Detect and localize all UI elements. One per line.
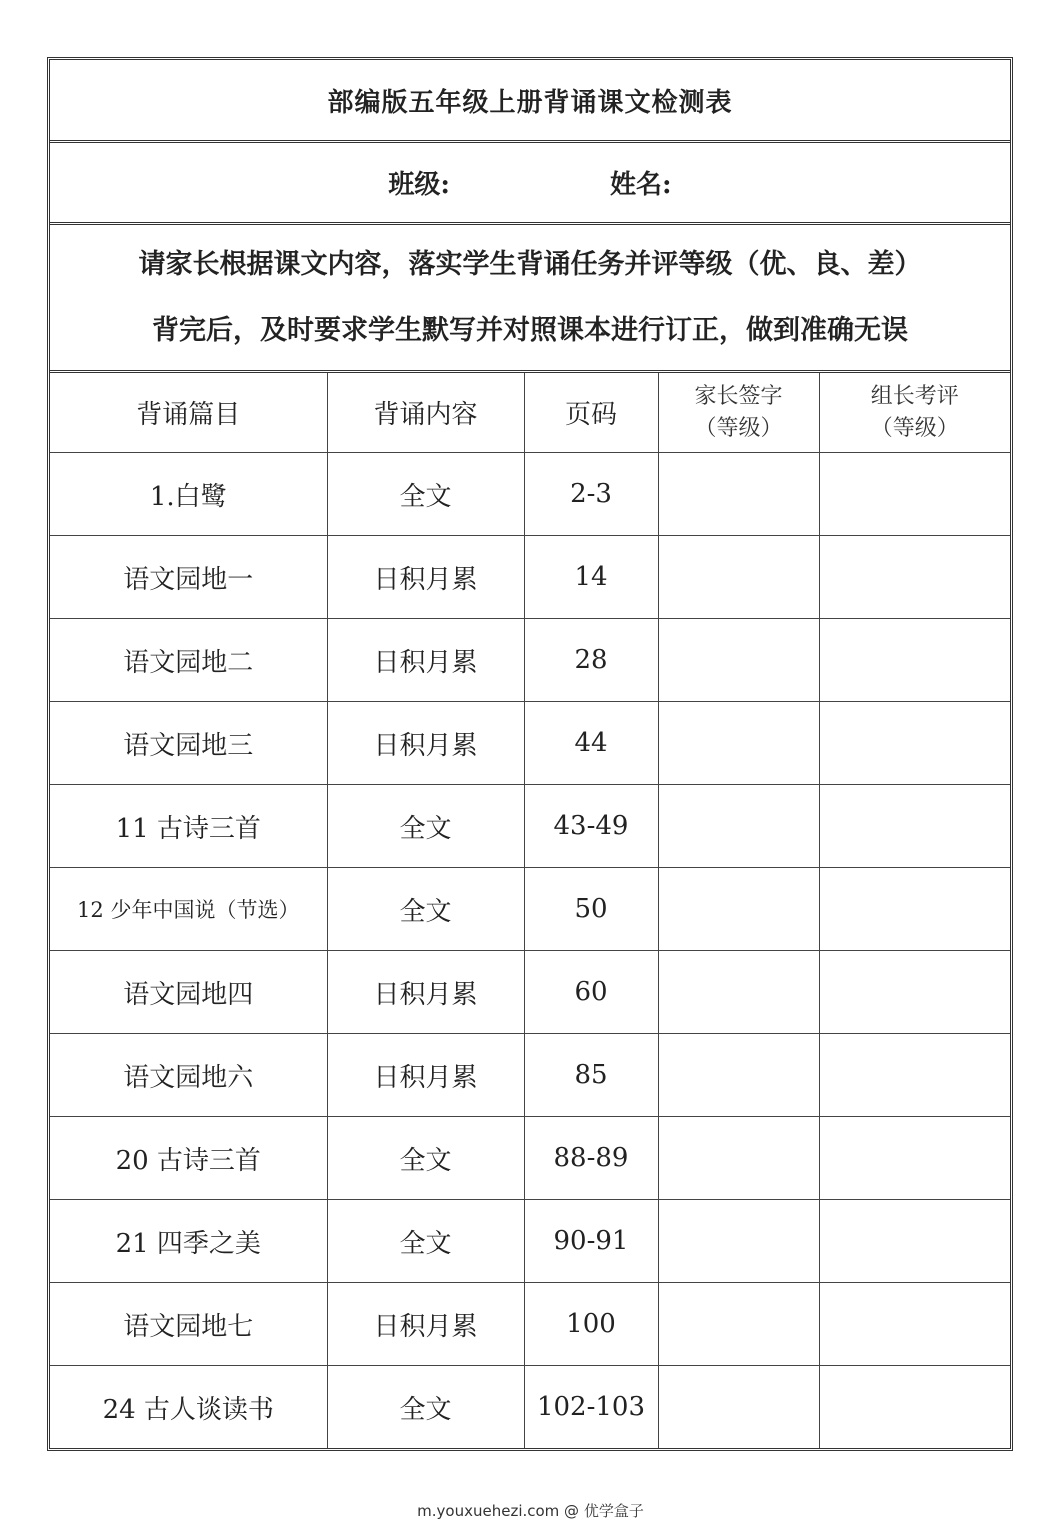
row-content: 全文 bbox=[327, 453, 524, 536]
table-row bbox=[50, 453, 1010, 536]
row-leader-eval-cell[interactable] bbox=[819, 1283, 1010, 1366]
row-page: 44 bbox=[524, 702, 658, 785]
table-row bbox=[50, 1366, 1010, 1449]
row-page: 85 bbox=[524, 1034, 658, 1117]
row-item: 语文园地四 bbox=[50, 951, 327, 1034]
header-parent-sign-label: 家长签字 bbox=[694, 383, 783, 409]
header-content: 背诵内容 bbox=[327, 373, 524, 453]
row-item: 语文园地六 bbox=[50, 1034, 327, 1117]
row-content: 日积月累 bbox=[327, 619, 524, 702]
row-parent-sign-cell[interactable] bbox=[658, 868, 819, 951]
row-leader-eval-cell[interactable] bbox=[819, 536, 1010, 619]
row-content: 全文 bbox=[327, 785, 524, 868]
table-header-row bbox=[50, 373, 1010, 453]
checklist-sheet bbox=[47, 57, 1013, 1451]
row-item: 语文园地二 bbox=[50, 619, 327, 702]
row-page: 43-49 bbox=[524, 785, 658, 868]
row-content: 全文 bbox=[327, 1366, 524, 1449]
row-content: 日积月累 bbox=[327, 1283, 524, 1366]
row-page: 60 bbox=[524, 951, 658, 1034]
row-item: 21 四季之美 bbox=[50, 1200, 327, 1283]
row-item: 语文园地一 bbox=[50, 536, 327, 619]
row-leader-eval-cell[interactable] bbox=[819, 1366, 1010, 1449]
header-parent-sign-sub: （等级） bbox=[694, 415, 783, 441]
table-row bbox=[50, 951, 1010, 1034]
row-leader-eval-cell[interactable] bbox=[819, 1200, 1010, 1283]
table-row bbox=[50, 1117, 1010, 1200]
table-row bbox=[50, 785, 1010, 868]
row-leader-eval-cell[interactable] bbox=[819, 868, 1010, 951]
recitation-table bbox=[50, 373, 1010, 1448]
table-row bbox=[50, 536, 1010, 619]
header-item: 背诵篇目 bbox=[50, 373, 327, 453]
row-item: 12 少年中国说（节选） bbox=[50, 868, 327, 951]
row-page: 14 bbox=[524, 536, 658, 619]
sheet-title-row bbox=[50, 60, 1010, 143]
row-page: 50 bbox=[524, 868, 658, 951]
row-parent-sign-cell[interactable] bbox=[658, 1117, 819, 1200]
table-row bbox=[50, 868, 1010, 951]
row-parent-sign-cell[interactable] bbox=[658, 951, 819, 1034]
row-parent-sign-cell[interactable] bbox=[658, 785, 819, 868]
row-leader-eval-cell[interactable] bbox=[819, 702, 1010, 785]
row-content: 日积月累 bbox=[327, 1034, 524, 1117]
table-row bbox=[50, 619, 1010, 702]
row-parent-sign-cell[interactable] bbox=[658, 1034, 819, 1117]
table-row bbox=[50, 1200, 1010, 1283]
name-label: 姓名: bbox=[610, 170, 672, 200]
row-parent-sign-cell[interactable] bbox=[658, 536, 819, 619]
row-content: 全文 bbox=[327, 1200, 524, 1283]
row-content: 日积月累 bbox=[327, 951, 524, 1034]
row-content: 全文 bbox=[327, 868, 524, 951]
row-parent-sign-cell[interactable] bbox=[658, 1200, 819, 1283]
row-content: 日积月累 bbox=[327, 536, 524, 619]
footer-watermark: m.youxuehezi.com @ 优学盒子 bbox=[417, 1502, 644, 1520]
row-parent-sign-cell[interactable] bbox=[658, 702, 819, 785]
row-leader-eval-cell[interactable] bbox=[819, 1117, 1010, 1200]
row-item: 24 古人谈读书 bbox=[50, 1366, 327, 1449]
header-leader-eval-label: 组长考评 bbox=[870, 383, 959, 409]
row-parent-sign-cell[interactable] bbox=[658, 1366, 819, 1449]
class-name-row bbox=[50, 143, 1010, 225]
row-item: 20 古诗三首 bbox=[50, 1117, 327, 1200]
header-leader-eval-sub: （等级） bbox=[870, 415, 959, 441]
row-parent-sign-cell[interactable] bbox=[658, 1283, 819, 1366]
instruction-line-2: 背完后，及时要求学生默写并对照课本进行订正，做到准确无误 bbox=[152, 314, 908, 346]
table-row bbox=[50, 1283, 1010, 1366]
header-page: 页码 bbox=[524, 373, 658, 453]
row-page: 100 bbox=[524, 1283, 658, 1366]
row-page: 90-91 bbox=[524, 1200, 658, 1283]
row-leader-eval-cell[interactable] bbox=[819, 1034, 1010, 1117]
row-page: 102-103 bbox=[524, 1366, 658, 1449]
header-leader-eval bbox=[819, 373, 1010, 453]
row-content: 日积月累 bbox=[327, 702, 524, 785]
row-page: 88-89 bbox=[524, 1117, 658, 1200]
row-leader-eval-cell[interactable] bbox=[819, 619, 1010, 702]
header-parent-sign bbox=[658, 373, 819, 453]
row-parent-sign-cell[interactable] bbox=[658, 453, 819, 536]
row-item: 11 古诗三首 bbox=[50, 785, 327, 868]
sheet-title: 部编版五年级上册背诵课文检测表 bbox=[327, 87, 733, 118]
row-item: 1.白鹭 bbox=[50, 453, 327, 536]
row-item: 语文园地七 bbox=[50, 1283, 327, 1366]
row-leader-eval-cell[interactable] bbox=[819, 951, 1010, 1034]
row-content: 全文 bbox=[327, 1117, 524, 1200]
instructions-block bbox=[50, 225, 1010, 373]
row-leader-eval-cell[interactable] bbox=[819, 785, 1010, 868]
class-label: 班级: bbox=[388, 170, 450, 200]
row-item: 语文园地三 bbox=[50, 702, 327, 785]
row-page: 2-3 bbox=[524, 453, 658, 536]
table-row bbox=[50, 702, 1010, 785]
instruction-line-1: 请家长根据课文内容，落实学生背诵任务并评等级（优、良、差） bbox=[138, 248, 922, 280]
row-page: 28 bbox=[524, 619, 658, 702]
row-leader-eval-cell[interactable] bbox=[819, 453, 1010, 536]
row-parent-sign-cell[interactable] bbox=[658, 619, 819, 702]
table-row bbox=[50, 1034, 1010, 1117]
